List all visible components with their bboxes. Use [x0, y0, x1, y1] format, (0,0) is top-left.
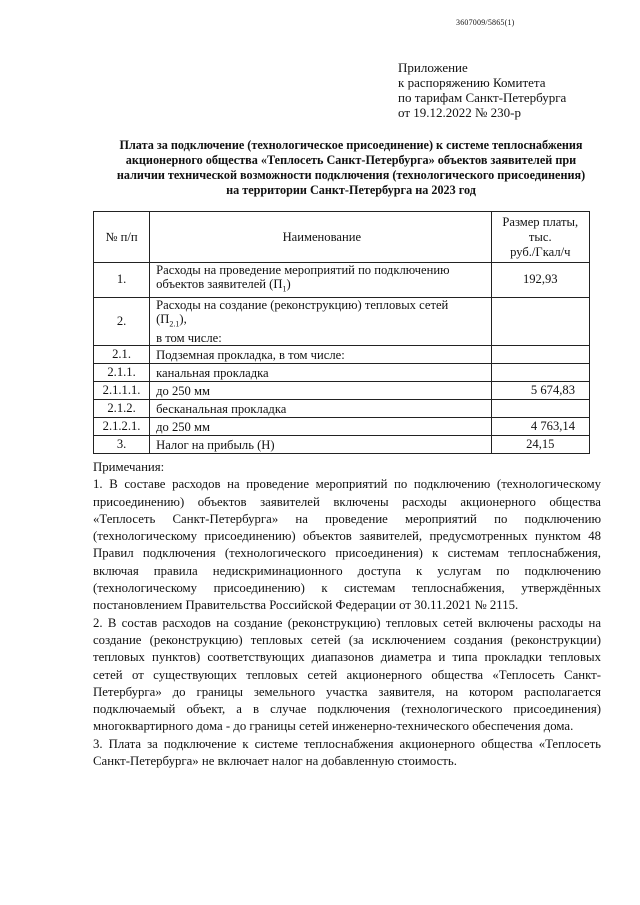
row-value [491, 346, 589, 364]
row-num: 1. [94, 263, 150, 298]
title-line: Плата за подключение (технологическое присоединение) к системе теплоснабжения [119, 138, 583, 152]
row-name: Подземная прокладка, в том числе: [150, 346, 491, 364]
title-line: наличии технической возможности подключения (технологического присоединения) [116, 168, 586, 182]
row-name-text: в том числе: [156, 331, 222, 346]
row-name [150, 263, 491, 298]
note-item: 2. В состав расходов на создание (реконструкцию) тепловых сетей включены расходы на создание (реконструкцию) тепловых сетей (за исключением создания (реконструкции) тепловых пунктов) соответствующих диапазонов диаметра и типа прокладки тепловых сетей от существующих тепловых сетей акционерного общества «Теплосеть Санкт-Петербурга» до границы земельного участка заявителя, на котором располагается подключаемый объект, а в случае подключения (технологического присоединения) многоквартирного дома - до границы сетей инженерно-технического обеспечения дома. [93, 615, 601, 734]
row-num: 2.1. [94, 346, 150, 364]
row-name-subscript: 1 [282, 284, 287, 294]
row-value [491, 297, 589, 346]
row-name-text: (П [156, 311, 170, 326]
header-name: Наименование [150, 212, 491, 263]
row-name-text: ), [179, 311, 187, 326]
table-row [94, 382, 590, 400]
note-item: 1. В составе расходов на проведение мероприятий по подключению (технологическому присоединению) объектов заявителей включены расходы акционерного общества «Теплосеть Санкт-Петербурга» на проведение мероприятий по подключению (технологическому присоединению) объектов заявителей, предусмотренных пунктом 48 Правил подключения (технологического присоединения) к системам теплоснабжения, включая правила недискриминационного доступа к услугам по подключению (технологическому присоединению) к системам теплоснабжения, утверждённых постановлением Правительства Российской Федерации от 30.11.2021 № 2115. [93, 477, 601, 613]
title-line: на территории Санкт-Петербурга на 2023 год [226, 183, 476, 197]
row-name-subscript: 2.1 [169, 319, 180, 329]
note-item: 3. Плата за подключение к системе теплоснабжения акционерного общества «Теплосеть Санкт-Петербурга» не включает налог на добавленную стоимость. [93, 736, 601, 769]
header-num: № п/п [94, 212, 150, 263]
appendix-line: Приложение [398, 60, 468, 75]
row-name-text [156, 312, 487, 332]
row-value: 24,15 [491, 436, 589, 454]
table-row [94, 418, 590, 436]
title-line: акционерного общества «Теплосеть Санкт-Петербурга» объектов заявителей при [125, 153, 577, 167]
appendix-line: к распоряжению Комитета [398, 75, 546, 90]
row-value [491, 364, 589, 382]
table-row [94, 400, 590, 418]
document-number: 3607009/5865(1) [456, 18, 515, 27]
row-num: 3. [94, 436, 150, 454]
row-name-text: ) [286, 277, 291, 291]
row-name: канальная прокладка [150, 364, 491, 382]
notes-heading: Примечания: [93, 460, 165, 474]
row-num: 2.1.1. [94, 364, 150, 382]
row-value [491, 400, 589, 418]
header-fee-line: тыс. [528, 229, 552, 244]
document-title [88, 138, 614, 198]
header-fee-line: Размер платы, [502, 214, 579, 229]
appendix-line: от 19.12.2022 № 230-р [398, 105, 521, 120]
table-row [94, 346, 590, 364]
row-name-text: Расходы на проведение мероприятий по подключению объектов заявителей (П [156, 263, 450, 291]
table-row [94, 436, 590, 454]
fees-table [93, 211, 590, 454]
table-header-row [94, 212, 590, 263]
row-name: бесканальная прокладка [150, 400, 491, 418]
row-num: 2. [94, 297, 150, 346]
row-name [150, 297, 491, 346]
row-name: Налог на прибыль (Н) [150, 436, 491, 454]
row-num: 2.1.2.1. [94, 418, 150, 436]
row-value: 192,93 [491, 263, 589, 298]
table-row [94, 297, 590, 346]
row-value: 5 674,83 [491, 382, 589, 400]
row-num: 2.1.2. [94, 400, 150, 418]
appendix-line: по тарифам Санкт-Петербурга [398, 90, 567, 105]
row-name-text: Расходы на создание (реконструкцию) тепловых сетей [156, 297, 449, 312]
table-row [94, 364, 590, 382]
row-name: до 250 мм [150, 418, 491, 436]
header-fee [491, 212, 589, 263]
table-row [94, 263, 590, 298]
header-fee-line: руб./Гкал/ч [510, 244, 571, 259]
row-value: 4 763,14 [491, 418, 589, 436]
notes-section [93, 459, 601, 770]
row-num: 2.1.1.1. [94, 382, 150, 400]
row-name: до 250 мм [150, 382, 491, 400]
appendix-block [398, 60, 566, 120]
